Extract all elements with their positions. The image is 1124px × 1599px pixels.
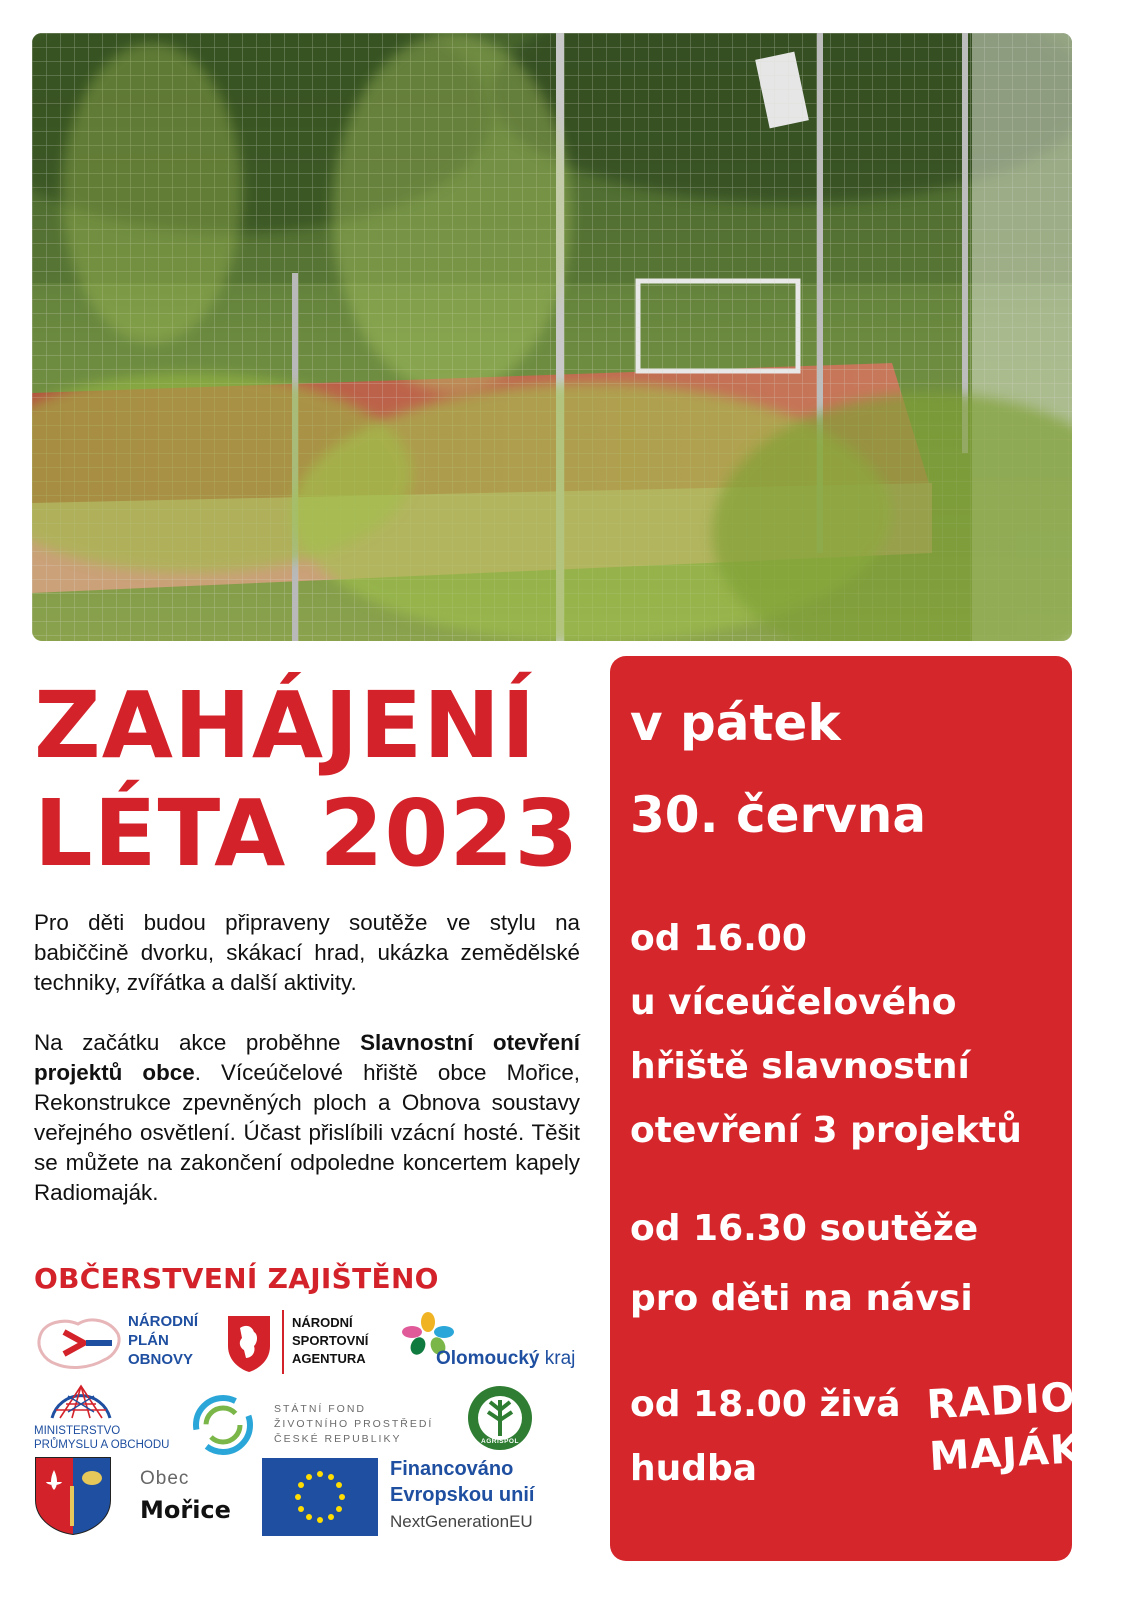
schedule-panel [610,656,1084,1561]
npo-logo [34,1310,224,1380]
mpo-line: MINISTERSTVO [34,1425,121,1437]
schedule-item-2-line: od 16.30 soutěže [630,1208,979,1249]
npo-line: PLÁN [128,1332,169,1349]
schedule-item-1-line: od 16.00 [630,918,807,959]
radio-majak-logo [925,1373,1084,1483]
title-line-1: ZAHÁJENÍ [34,672,537,779]
sfzp-line: ČESKÉ REPUBLIKY [274,1433,402,1445]
nsa-logo [226,1310,386,1380]
schedule-date: 30. června [630,786,927,844]
agrispol-label: AGRISPOL [481,1438,519,1445]
schedule-item-1-line: hřiště slavnostní [630,1046,970,1087]
mpo-logo [34,1380,194,1450]
circle-swoosh-icon [192,1394,254,1456]
coat-of-arms-icon [34,1456,112,1536]
description-highlight: Slavnostní otevření projektů obce [34,1030,581,1085]
obec-morice-logo [34,1456,254,1536]
radio-logo-line-1: RADIO [925,1374,1077,1429]
obec-label: Obec [140,1468,190,1489]
olomoucky-suffix: kraj [544,1348,576,1369]
hero-photo [32,33,1072,641]
nsa-line: AGENTURA [292,1351,366,1366]
mpo-line: PRŮMYSLU A OBCHODU [34,1439,170,1451]
czech-map-icon [34,1310,124,1376]
olomoucky-kraj-logo [396,1312,596,1374]
schedule-item-3-line: od 18.00 živá [630,1384,901,1425]
nsa-line: NÁRODNÍ [292,1315,353,1330]
schedule-item-1-line: otevření 3 projektů [630,1110,1022,1151]
event-title [34,672,579,888]
sfzp-line: STÁTNÍ FOND [274,1403,366,1415]
refreshments-heading: OBČERSTVENÍ ZAJIŠTĚNO [34,1262,439,1295]
obec-name: Mořice [140,1496,231,1524]
radio-logo-line-2: MAJÁK [928,1426,1084,1481]
globe-mesh-icon [46,1380,116,1420]
event-description [34,908,580,1238]
eu-line-1: Financováno [390,1458,514,1480]
description-paragraph-2 [34,1028,580,1208]
description-paragraph-1: Pro děti budou připraveny soutěže ve stylu na babiččině dvorku, skákací hrad, ukázka zemědělské techniky, zvířátka a další aktivity. [34,910,580,995]
eu-line-3: NextGenerationEU [390,1512,533,1531]
sfzp-logo [192,1394,452,1464]
schedule-item-1-line: u víceúčelového [630,982,957,1023]
title-line-2: LÉTA 2023 [34,780,580,887]
eu-funding-logo [262,1456,582,1538]
description-text: . Víceúčelové hřiště obce Mořice, Rekonstrukce zpevněných ploch a Obnova soustavy veřejného osvětlení. Účast přislíbili vzácní hosté. Těšit se můžete na zakončení odpoledne koncertem kapely Radiomaják. [34,1060,580,1205]
agrispol-logo [466,1384,534,1452]
schedule-day: v pátek [630,694,841,752]
nsa-line: SPORTOVNÍ [292,1333,369,1348]
npo-line: NÁRODNÍ [128,1313,198,1330]
czech-lion-icon [226,1314,272,1374]
sfzp-line: ŽIVOTNÍHO PROSTŘEDÍ [274,1418,434,1430]
description-text: Na začátku akce proběhne [34,1030,361,1055]
schedule-item-2-line: pro děti na návsi [630,1278,973,1319]
olomoucky-name: Olomoucký [436,1348,540,1369]
eu-flag-icon [262,1458,378,1536]
npo-line: OBNOVY [128,1351,194,1368]
eu-line-2: Evropskou unií [390,1484,535,1506]
schedule-item-3-line: hudba [630,1448,758,1489]
